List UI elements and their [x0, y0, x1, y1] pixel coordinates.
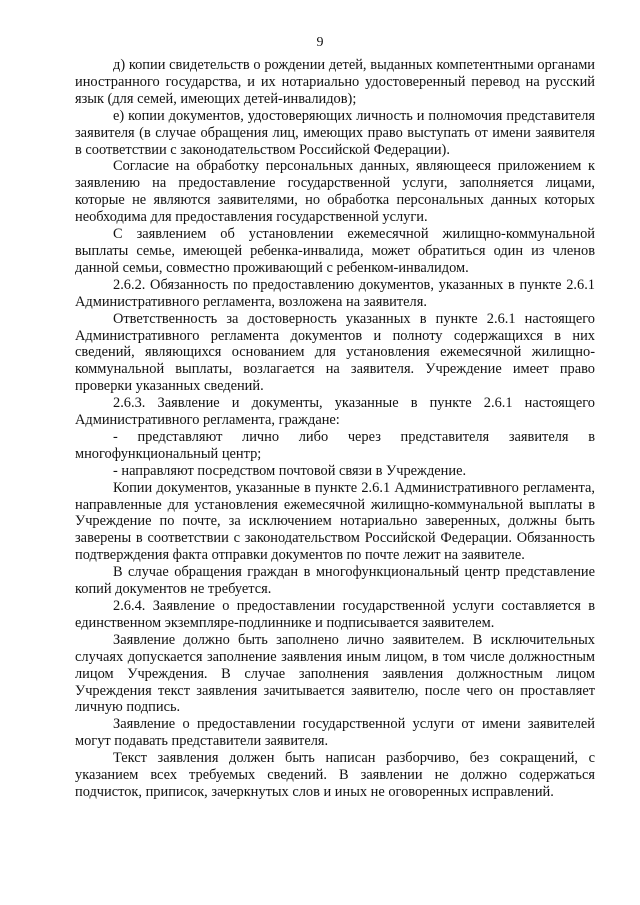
- paragraph: Ответственность за достоверность указанных в пункте 2.6.1 настоящего Административного регламента документов и полноту содержащихся в них сведений, являющихся основанием для установления ежемесячной жилищно-коммунальной выплаты, возлагается на заявителя. Учреждение имеет право проверки указанных сведений.: [75, 310, 595, 395]
- paragraph: д) копии свидетельств о рождении детей, выданных компетентными органами иностранного государства, и их нотариально удостоверенный перевод на русский язык (для семей, имеющих детей-инвалидов);: [75, 57, 595, 107]
- paragraph: Текст заявления должен быть написан разборчиво, без сокращений, с указанием всех требуемых сведений. В заявлении не должно содержаться подчисток, приписок, зачеркнутых слов и иных не оговоренных исправлений.: [75, 750, 595, 800]
- paragraph: Заявление о предоставлении государственной услуги от имени заявителей могут подавать представители заявителя.: [75, 716, 595, 750]
- paragraph: Заявление должно быть заполнено лично заявителем. В исключительных случаях допускается заполнение заявления иным лицом, в том числе должностным лицом Учреждения. В случае заполнения заявления должностным лицом Учреждения текст заявления зачитывается заявителю, после чего он проставляет личную подпись.: [75, 631, 595, 716]
- paragraph: 2.6.3. Заявление и документы, указанные в пункте 2.6.1 настоящего Административного регламента, граждане:: [75, 395, 595, 429]
- paragraph: Согласие на обработку персональных данных, являющееся приложением к заявлению на предоставление государственной услуги, заполняется лицами, которые не являются заявителями, но обработка персональных данных которых необходима для предоставления государственной услуги.: [75, 158, 595, 226]
- page-number: 9: [316, 35, 324, 50]
- paragraph: 2.6.4. Заявление о предоставлении государственной услуги составляется в единственном экземпляре-подлиннике и подписывается заявителем.: [75, 598, 595, 631]
- paragraph: С заявлением об установлении ежемесячной жилищно-коммунальной выплаты семье, имеющей ребенка-инвалида, может обратиться один из членов данной семьи, совместно проживающий с ребенком-инвалидом.: [75, 226, 595, 276]
- document-body: [75, 57, 595, 801]
- paragraph: Копии документов, указанные в пункте 2.6.1 Административного регламента, направленные для установления ежемесячной жилищно-коммунальной выплаты в Учреждение по почте, за исключением нотариально заверенных, должны быть заверены в соответствии с законодательством Российской Федерации. Обязанность подтверждения факта отправки документов по почте лежит на заявителе.: [75, 479, 595, 564]
- paragraph: - представляют лично либо через представителя заявителя в многофункциональный центр;: [75, 428, 595, 462]
- paragraph: 2.6.2. Обязанность по предоставлению документов, указанных в пункте 2.6.1 Административного регламента, возложена на заявителя.: [75, 276, 595, 310]
- paragraph: е) копии документов, удостоверяющих личность и полномочия представителя заявителя (в случае обращения лиц, имеющих право выступать от имени заявителя в соответствии с законодательством Российской Федерации).: [75, 107, 595, 158]
- paragraph: - направляют посредством почтовой связи в Учреждение.: [113, 462, 467, 479]
- paragraph: В случае обращения граждан в многофункциональный центр представление копий документов не требуется.: [75, 564, 595, 598]
